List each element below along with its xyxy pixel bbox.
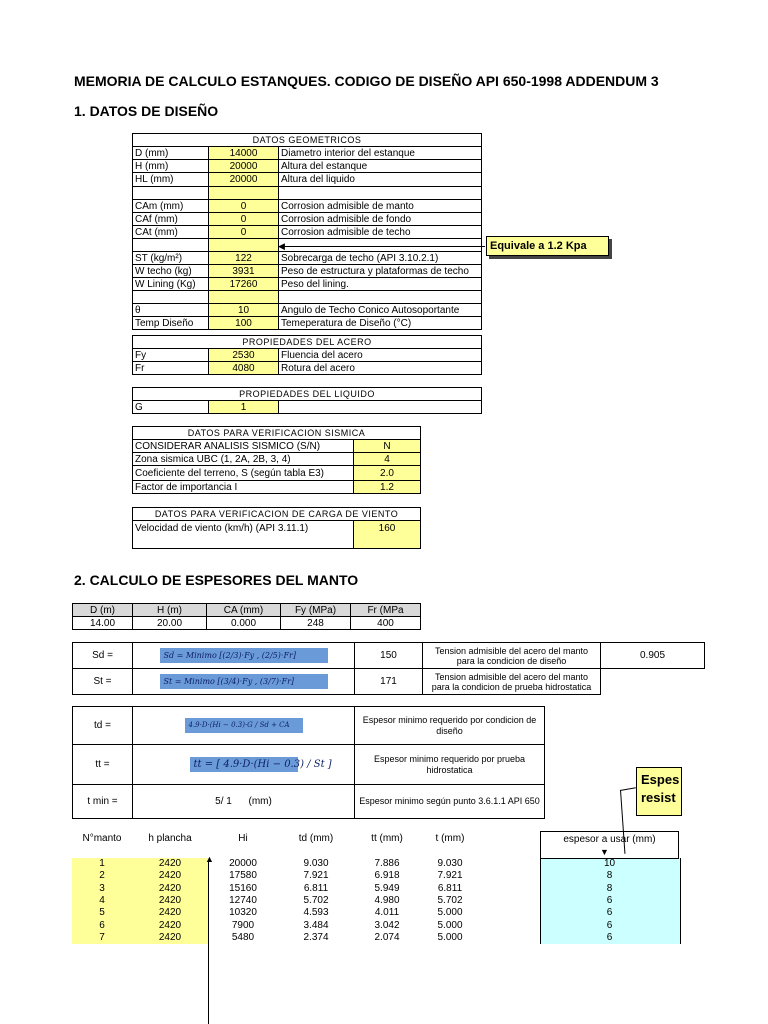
table-cell: 400 (351, 617, 421, 630)
sd-label: Sd = (73, 643, 133, 669)
geometric-data-table (132, 133, 482, 330)
table-cell: 6.811 (303, 882, 329, 894)
param-input[interactable]: 17260 (209, 278, 279, 291)
param-input[interactable]: 10 (209, 304, 279, 317)
design-properties-table (72, 603, 421, 630)
seismic-table (132, 426, 421, 494)
param-input[interactable]: 122 (209, 252, 279, 265)
callout-connector (620, 787, 636, 791)
param-input[interactable]: N (354, 440, 421, 453)
table-cell: 5480 (231, 931, 255, 943)
table-row (133, 304, 482, 317)
use-thickness-cell[interactable]: 6 (606, 919, 613, 931)
param-input[interactable]: 0 (209, 213, 279, 226)
param-desc (279, 401, 482, 414)
callout-connector (282, 246, 485, 247)
param-label: CAm (mm) (133, 200, 209, 213)
use-thickness-header: espesor a usar (mm) (540, 831, 679, 859)
table-row (73, 707, 545, 745)
param-input[interactable]: 0 (209, 226, 279, 239)
table-cell: 2420 (158, 870, 182, 882)
table-row (133, 440, 421, 453)
table-row (133, 160, 482, 173)
table-row (73, 669, 705, 695)
param-label: H (mm) (133, 160, 209, 173)
table-row (133, 213, 482, 226)
column-header: t (mm) (435, 833, 465, 844)
table-cell: 5.702 (303, 894, 329, 906)
table-row (133, 147, 482, 160)
tt-formula: tt = [ 4.9·D·(Hi − 0.3) / St ] (190, 757, 298, 772)
table-row (133, 317, 482, 330)
section-2-title: 2. CALCULO DE ESPESORES DEL MANTO (74, 572, 359, 588)
table-cell: 4.011 (374, 907, 400, 919)
param-input[interactable]: 2530 (209, 349, 279, 362)
param-label: CONSIDERAR ANALISIS SISMICO (S/N) (133, 440, 354, 453)
param-label: Coeficiente del terreno, S (según tabla E3) (133, 466, 354, 481)
table-row (133, 200, 482, 213)
param-desc: Corrosion admisible de manto (279, 200, 482, 213)
param-desc: Diametro interior del estanque (279, 147, 482, 160)
param-input[interactable]: 100 (209, 317, 279, 330)
table-cell: 5.000 (437, 907, 463, 919)
param-desc: Rotura del acero (279, 362, 482, 375)
table-cell: 6 (99, 919, 105, 931)
sd-formula: Sd = Minimo [(2/3)·Fy , (2/5)·Fr] (160, 648, 328, 663)
thickness-formula-table (72, 706, 545, 819)
table-cell: 3.484 (303, 919, 329, 931)
table-cell: 2.074 (374, 931, 400, 943)
wind-table (132, 507, 421, 549)
table-cell: 9.030 (437, 858, 463, 869)
table-cell: 9.030 (303, 858, 329, 869)
column-header: Hi (238, 833, 248, 844)
td-desc: Espesor minimo requerido por condicion de diseño (355, 707, 545, 745)
column-header: Fy (MPa) (281, 604, 351, 617)
steel-header: PROPIEDADES DEL ACERO (133, 336, 482, 349)
blank-row (133, 291, 482, 304)
table-row (133, 466, 421, 481)
use-thickness-cell[interactable]: 8 (606, 870, 613, 882)
tmin-unit: (mm) (248, 796, 272, 807)
table-cell: 2420 (158, 919, 182, 931)
tmin-label: t min = (73, 785, 133, 819)
param-label: W Lining (Kg) (133, 278, 209, 291)
param-label: Fy (133, 349, 209, 362)
sd-value: 150 (355, 643, 423, 669)
td-formula: 4.9·D·(Hi − 0.3)·G / Sd + CA (185, 718, 303, 733)
table-row (133, 401, 482, 414)
blank-row (133, 239, 482, 252)
param-label: Velocidad de viento (km/h) (API 3.11.1) (133, 521, 354, 549)
table-cell: 7.921 (303, 870, 329, 882)
table-cell: 5.000 (437, 931, 463, 943)
use-thickness-cell[interactable]: 10 (603, 858, 616, 869)
param-label: W techo (kg) (133, 265, 209, 278)
kpa-callout: Equivale a 1.2 Kpa (486, 236, 609, 256)
table-cell: 5.949 (374, 882, 400, 894)
table-row (133, 481, 421, 494)
param-label: HL (mm) (133, 173, 209, 187)
param-desc: Altura del liquido (279, 173, 482, 187)
st-value: 171 (355, 669, 423, 695)
column-header: tt (mm) (371, 833, 403, 844)
table-cell: 7 (99, 931, 105, 943)
table-cell: 4.593 (303, 907, 329, 919)
use-thickness-cell[interactable]: 8 (606, 882, 613, 894)
param-label: Zona sismica UBC (1, 2A, 2B, 3, 4) (133, 453, 354, 466)
table-row (133, 362, 482, 375)
table-cell: 15160 (229, 882, 257, 894)
seismic-header: DATOS PARA VERIFICACION SISMICA (133, 427, 421, 440)
table-cell: 3.042 (374, 919, 400, 931)
table-cell: 2420 (158, 882, 182, 894)
table-cell: 2.374 (303, 931, 329, 943)
param-desc: Fluencia del acero (279, 349, 482, 362)
use-thickness-cell[interactable]: 6 (606, 931, 613, 943)
table-cell: 5 (99, 907, 105, 919)
table-row (133, 521, 421, 549)
table-cell: 7.921 (437, 870, 463, 882)
sd-ratio: 0.905 (601, 643, 705, 669)
param-input[interactable]: 1.2 (354, 481, 421, 494)
table-cell: 17580 (229, 870, 257, 882)
arrow-down-icon: ▼ (600, 847, 609, 857)
table-row (73, 643, 705, 669)
geometric-data-header: DATOS GEOMETRICOS (133, 134, 482, 147)
sd-desc: Tension admisible del acero del manto para la condicion de diseño (423, 643, 601, 669)
use-thickness-cell[interactable]: 6 (606, 894, 613, 906)
tt-desc: Espesor minimo requerido por prueba hidrostatica (355, 745, 545, 785)
param-input[interactable]: 20000 (209, 160, 279, 173)
table-row (73, 785, 545, 819)
param-label: ST (kg/m²) (133, 252, 209, 265)
param-label: Factor de importancia I (133, 481, 354, 494)
column-header: h plancha (148, 833, 192, 844)
st-formula: St = Minimo [(3/4)·Fy , (3/7)·Fr] (160, 674, 328, 689)
table-cell: 20000 (229, 858, 257, 869)
use-thickness-cell[interactable]: 6 (606, 907, 613, 919)
param-desc: Peso del lining. (279, 278, 482, 291)
column-header: D (m) (73, 604, 133, 617)
liquid-properties-table (132, 387, 482, 414)
table-cell: 2420 (158, 858, 182, 869)
param-desc: Corrosion admisible de techo (279, 226, 482, 239)
table-cell: 7.886 (374, 858, 400, 869)
param-label: Temp Diseño (133, 317, 209, 330)
param-input[interactable]: 3931 (209, 265, 279, 278)
table-cell: 6.811 (437, 882, 463, 894)
param-desc: Sobrecarga de techo (API 3.10.2.1) (279, 252, 482, 265)
wind-header: DATOS PARA VERIFICACION DE CARGA DE VIENTO (133, 508, 421, 521)
table-cell: 2 (99, 870, 105, 882)
steel-properties-table (132, 335, 482, 375)
table-row (133, 265, 482, 278)
table-cell: 14.00 (73, 617, 133, 630)
param-desc: Corrosion admisible de fondo (279, 213, 482, 226)
column-header: N°manto (82, 833, 122, 844)
param-input[interactable]: 0 (209, 200, 279, 213)
table-row (133, 252, 482, 265)
param-desc: Peso de estructura y plataformas de techo (279, 265, 482, 278)
table-cell: 10320 (229, 907, 257, 919)
tmin-desc: Espesor minimo según punto 3.6.1.1 API 650 (355, 785, 545, 819)
table-cell: 5.000 (437, 919, 463, 931)
arrow-head-icon: ◀ (278, 241, 285, 251)
column-header: H (m) (133, 604, 207, 617)
table-row (133, 226, 482, 239)
tmin-value: 5/ 1 (215, 796, 232, 807)
thickness-callout: Espes resist (636, 767, 682, 816)
st-label: St = (73, 669, 133, 695)
table-cell: 20.00 (133, 617, 207, 630)
table-cell: 7900 (231, 919, 255, 931)
allowable-stress-table (72, 642, 705, 695)
param-label: CAf (mm) (133, 213, 209, 226)
st-desc: Tension admisible del acero del manto para la condicion de prueba hidrostatica (423, 669, 601, 695)
param-label: Fr (133, 362, 209, 375)
param-label: D (mm) (133, 147, 209, 160)
param-desc: Temeperatura de Diseño (°C) (279, 317, 482, 330)
table-cell: 6.918 (374, 870, 400, 882)
table-cell: 0.000 (207, 617, 281, 630)
param-label: CAt (mm) (133, 226, 209, 239)
liquid-header: PROPIEDADES DEL LIQUIDO (133, 388, 482, 401)
section-1-title: 1. DATOS DE DISEÑO (74, 103, 219, 119)
param-desc: Altura del estanque (279, 160, 482, 173)
table-cell: 4 (99, 894, 105, 906)
param-input[interactable]: 160 (354, 521, 421, 549)
table-cell: 3 (99, 882, 105, 894)
param-label: θ (133, 304, 209, 317)
table-cell: 2420 (158, 931, 182, 943)
page-title: MEMORIA DE CALCULO ESTANQUES. CODIGO DE DISEÑO API 650-1998 ADDENDUM 3 (74, 73, 659, 89)
table-row (73, 745, 545, 785)
table-cell: 2420 (158, 907, 182, 919)
column-header: Fr (MPa (351, 604, 421, 617)
tt-label: tt = (73, 745, 133, 785)
td-label: td = (73, 707, 133, 745)
param-input[interactable]: 2.0 (354, 466, 421, 481)
table-row (73, 617, 421, 630)
param-desc: Angulo de Techo Conico Autosoportante (279, 304, 482, 317)
height-marker-line (208, 862, 209, 1024)
param-input[interactable]: 14000 (209, 147, 279, 160)
param-input[interactable]: 4 (354, 453, 421, 466)
table-cell: 4.980 (374, 894, 400, 906)
param-input[interactable]: 1 (209, 401, 279, 414)
table-cell: 12740 (229, 894, 257, 906)
table-row (133, 278, 482, 291)
param-label: G (133, 401, 209, 414)
column-header: CA (mm) (207, 604, 281, 617)
param-input[interactable]: 4080 (209, 362, 279, 375)
table-row (133, 453, 421, 466)
table-row (133, 173, 482, 187)
table-cell: 2420 (158, 894, 182, 906)
table-cell: 5.702 (437, 894, 463, 906)
arrow-up-icon: ▲ (205, 854, 214, 864)
table-cell: 248 (281, 617, 351, 630)
param-input[interactable]: 20000 (209, 173, 279, 187)
blank-row (133, 187, 482, 200)
table-row (133, 349, 482, 362)
column-header: td (mm) (298, 833, 334, 844)
table-cell: 1 (99, 858, 105, 869)
